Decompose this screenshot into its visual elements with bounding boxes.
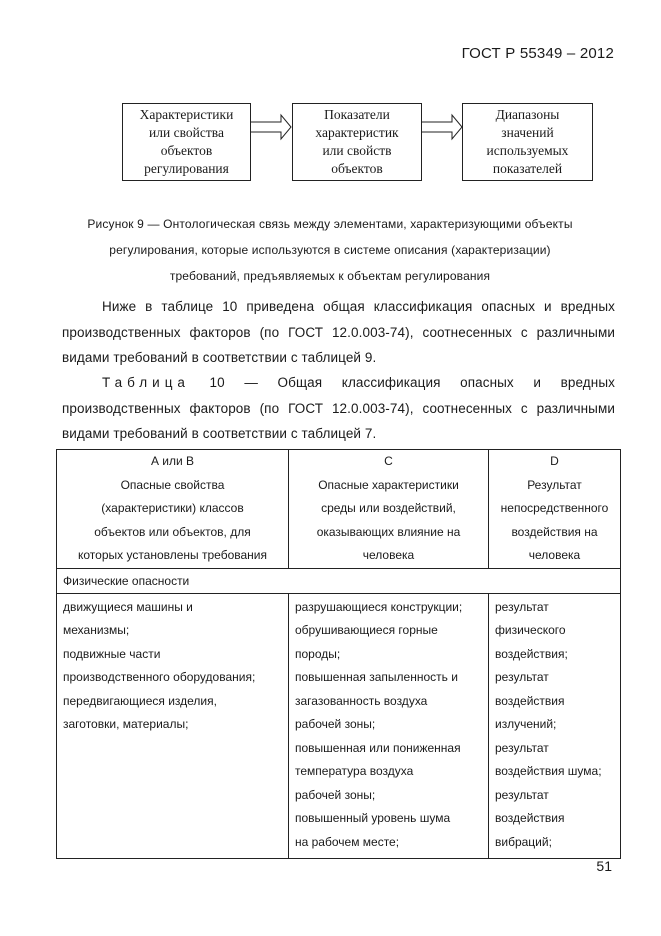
cell-line: механизмы; [63,623,130,637]
header-line: среды или воздействий, [321,501,456,515]
page-number: 51 [596,858,612,874]
header-cell-ab [57,450,289,569]
table-title-rest: 10 — Общая классификация опасных и вредных [209,375,615,390]
box-line: используемых [486,143,569,158]
box-line: объектов [160,143,213,158]
arrow-right-icon [422,112,463,142]
cell-line: излучений; [495,717,557,731]
table-label: Таблица [102,375,190,390]
header-line: которых установлены требования [77,548,268,562]
arrow-right-icon [251,112,292,142]
header-line: С [384,454,393,468]
cell-environment [289,593,489,859]
header-line: (характеристики) классов [101,501,244,515]
header-cell-c [289,450,489,569]
caption-line: Рисунок 9 — Онтологическая связь между элементами, характеризующими объекты [87,217,573,231]
box-line: Диапазоны [495,107,560,122]
cell-line: на рабочем месте; [295,834,400,849]
caption-line: регулирования, которые используются в системе описания (характеризации) [109,243,551,257]
cell-result [489,593,621,859]
box-line: Показатели [324,107,390,122]
cell-line: воздействия; [495,646,568,661]
paragraph-line: видами требований в соответствии с таблицей 9. [62,350,377,365]
cell-line: заготовки, материалы; [63,717,189,731]
cell-line: воздействия [495,811,565,825]
cell-line: физического [495,623,566,637]
cell-line: разрушающиеся конструкции; [295,599,463,614]
cell-line: повышенная запыленность и [295,670,458,684]
box-line: регулирования [144,161,229,176]
header-line: Результат [527,477,582,492]
header-line: Опасные свойства [120,477,225,492]
header-line: объектов или объектов, для [94,524,251,539]
table-title-line [62,370,615,396]
cell-line: вибраций; [495,834,552,849]
cell-line: результат [495,740,549,755]
cell-objects [57,593,289,859]
table-section-row [57,568,621,593]
paragraph-line: Ниже в таблице 10 приведена общая классификация опасных и вредных [102,299,615,314]
box-line: или свойства [149,125,224,140]
header-line: человека [362,548,415,562]
cell-line: движущиеся машины и [63,599,193,614]
paragraph-line: видами требований в соответствии с таблицей 7. [62,426,377,441]
figure-caption [40,211,620,289]
header-line: оказывающих влияние на [316,524,461,539]
box-line: Характеристики [139,107,234,122]
box-line: показателей [492,161,563,176]
cell-line: породы; [295,646,341,661]
diagram-box-ranges [462,103,593,181]
cell-line: обрушивающиеся горные [295,623,438,637]
caption-line: требований, предъявляемых к объектам регулирования [169,269,491,283]
header-line: человека [528,548,581,562]
body-paragraph [62,294,615,371]
table-row [57,593,621,859]
cell-line: загазованность воздуха [295,693,428,708]
paragraph-line: производственных факторов (по ГОСТ 12.0.003-74), соотнесенных с различными [62,400,615,416]
cell-line: рабочей зоны; [295,717,376,731]
box-line: значений [501,125,554,140]
cell-line: результат [495,599,549,614]
header-line: непосредственного [500,501,609,515]
cell-line: подвижные части [63,646,161,661]
header-line: воздействия на [511,524,598,539]
box-line: объектов [331,161,383,176]
cell-line: температура воздуха [295,764,414,778]
cell-line: рабочей зоны; [295,787,376,802]
header-line: А или В [150,454,195,468]
diagram-box-characteristics [122,103,251,181]
cell-line: повышенный уровень шума [295,811,451,825]
table-title-paragraph [62,370,615,447]
cell-line: воздействия [495,693,565,708]
hazard-classification-table [56,449,621,859]
header-line: D [550,454,559,468]
box-line: или свойств [322,143,392,158]
document-code: ГОСТ Р 55349 – 2012 [461,45,614,62]
cell-line: повышенная или пониженная [295,740,461,755]
header-cell-d [489,450,621,569]
diagram-box-indicators [292,103,422,181]
paragraph-line: производственных факторов (по ГОСТ 12.0.003-74), соотнесенных с различными [62,324,615,340]
cell-line: воздействия шума; [495,764,602,778]
header-line: Опасные характеристики [318,477,459,492]
cell-line: результат [495,670,549,684]
cell-line: производственного оборудования; [63,670,256,684]
box-line: характеристик [315,125,399,140]
cell-line: передвигающиеся изделия, [63,693,217,708]
section-title: Физические опасности [57,568,621,593]
cell-line: результат [495,787,549,802]
table-header-row [57,450,621,569]
